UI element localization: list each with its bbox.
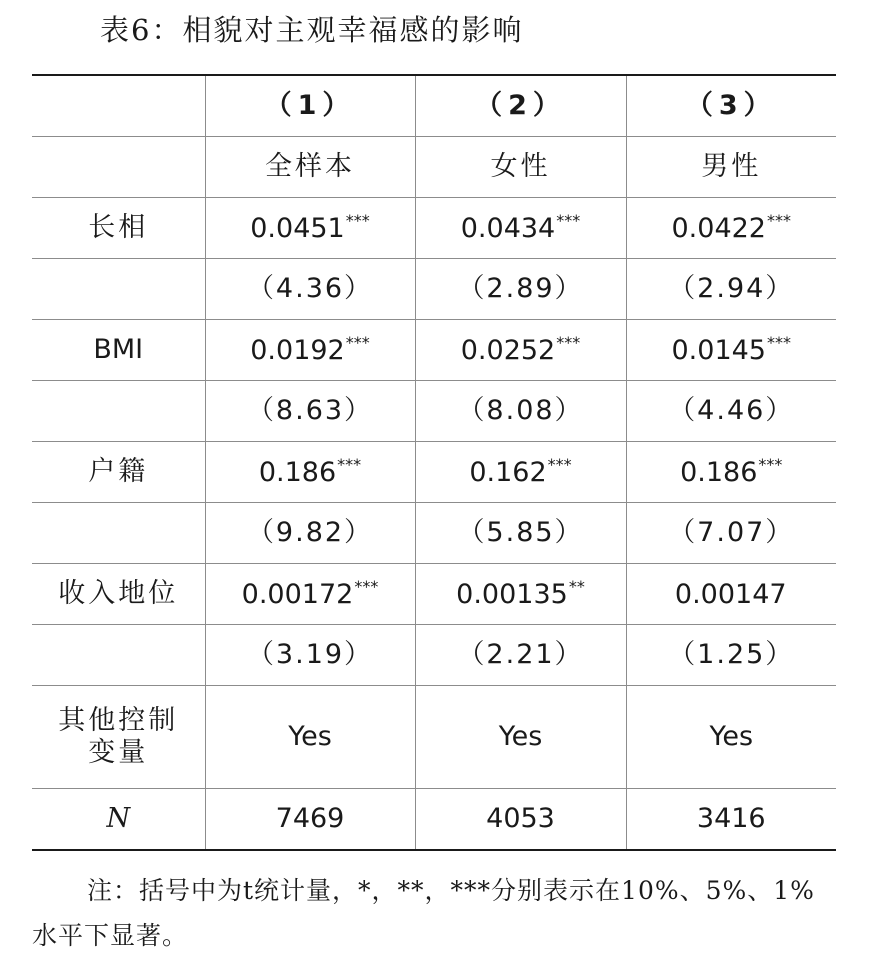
observations-value: 7469 — [205, 789, 415, 851]
t-stat-cell: （3.19） — [205, 625, 415, 686]
tstat-row-bmi — [32, 381, 836, 442]
coef-value: 0.0451 — [250, 212, 345, 244]
t-stat-cell: （5.85） — [415, 503, 626, 564]
t-stat-cell: （7.07） — [626, 503, 836, 564]
significance-stars: *** — [556, 332, 581, 352]
coef-cell — [205, 320, 415, 381]
row-label: BMI — [32, 320, 205, 381]
header-row-model-numbers — [32, 75, 836, 137]
table-title: 表6：相貌对主观幸福感的影响 — [100, 13, 524, 47]
coef-value: 0.0192 — [250, 334, 345, 366]
t-stat-cell: （4.46） — [626, 381, 836, 442]
coef-cell — [626, 320, 836, 381]
significance-stars: *** — [758, 454, 783, 474]
row-label: 长相 — [32, 198, 205, 259]
coef-row-income-status — [32, 564, 836, 625]
row-label-empty — [32, 259, 205, 320]
t-stat-cell: （8.63） — [205, 381, 415, 442]
coef-value: 0.162 — [469, 456, 547, 488]
coef-row-bmi — [32, 320, 836, 381]
table-note: 注：括号中为t统计量，*，**，***分别表示在10%、5%、1%水平下显著。 — [32, 876, 815, 950]
tstat-row-income-status — [32, 625, 836, 686]
controls-value: Yes — [415, 686, 626, 789]
column-sample-1: 全样本 — [205, 137, 415, 198]
observations-value: 3416 — [626, 789, 836, 851]
header-empty-cell — [32, 137, 205, 198]
t-stat-cell: （2.89） — [415, 259, 626, 320]
t-stat-cell: （1.25） — [626, 625, 836, 686]
row-label-empty — [32, 503, 205, 564]
coef-value: 0.00147 — [674, 578, 787, 610]
coef-cell — [626, 564, 836, 625]
significance-stars: *** — [556, 210, 581, 230]
coef-row-hukou — [32, 442, 836, 503]
header-row-samples — [32, 137, 836, 198]
t-stat-cell: （2.94） — [626, 259, 836, 320]
coef-value: 0.186 — [680, 456, 758, 488]
significance-stars: *** — [354, 576, 379, 596]
coef-cell — [626, 442, 836, 503]
coef-cell — [205, 442, 415, 503]
row-label-empty — [32, 381, 205, 442]
coef-value: 0.0145 — [671, 334, 766, 366]
coef-cell — [205, 198, 415, 259]
controls-label — [32, 686, 205, 789]
significance-stars: *** — [337, 454, 362, 474]
observations-row — [32, 789, 836, 851]
column-sample-3: 男性 — [626, 137, 836, 198]
tstat-row-appearance — [32, 259, 836, 320]
coef-value: 0.00172 — [241, 578, 354, 610]
controls-value: Yes — [205, 686, 415, 789]
row-label: 户籍 — [32, 442, 205, 503]
coef-cell — [415, 198, 626, 259]
t-stat-cell: （4.36） — [205, 259, 415, 320]
coef-value: 0.186 — [258, 456, 337, 488]
coef-cell — [626, 198, 836, 259]
observations-value: 4053 — [415, 789, 626, 851]
coef-value: 0.00135 — [456, 578, 568, 610]
row-label-empty — [32, 625, 205, 686]
significance-stars: ** — [568, 576, 585, 596]
coef-value: 0.0434 — [460, 212, 556, 244]
column-sample-2: 女性 — [415, 137, 626, 198]
coef-cell — [415, 442, 626, 503]
observations-label: N — [32, 789, 205, 851]
tstat-row-hukou — [32, 503, 836, 564]
controls-value: Yes — [626, 686, 836, 789]
coef-value: 0.0422 — [671, 212, 766, 244]
t-stat-cell: （8.08） — [415, 381, 626, 442]
coef-value: 0.0252 — [460, 334, 556, 366]
controls-label-line2: 变量 — [88, 737, 149, 768]
coef-cell — [415, 320, 626, 381]
significance-stars: *** — [766, 332, 791, 352]
significance-stars: *** — [547, 454, 572, 474]
t-stat-cell: （9.82） — [205, 503, 415, 564]
coef-row-appearance — [32, 198, 836, 259]
significance-stars: *** — [766, 210, 791, 230]
coef-cell — [205, 564, 415, 625]
controls-row — [32, 686, 836, 789]
significance-stars: *** — [345, 332, 370, 352]
column-number-3: （3） — [626, 75, 836, 137]
controls-label-line1: 其他控制 — [58, 704, 179, 736]
regression-table — [32, 74, 836, 851]
header-empty-cell — [32, 75, 205, 137]
coef-cell — [415, 564, 626, 625]
column-number-1: （1） — [205, 75, 415, 137]
row-label: 收入地位 — [32, 564, 205, 625]
t-stat-cell: （2.21） — [415, 625, 626, 686]
column-number-2: （2） — [415, 75, 626, 137]
significance-stars: *** — [345, 210, 370, 230]
